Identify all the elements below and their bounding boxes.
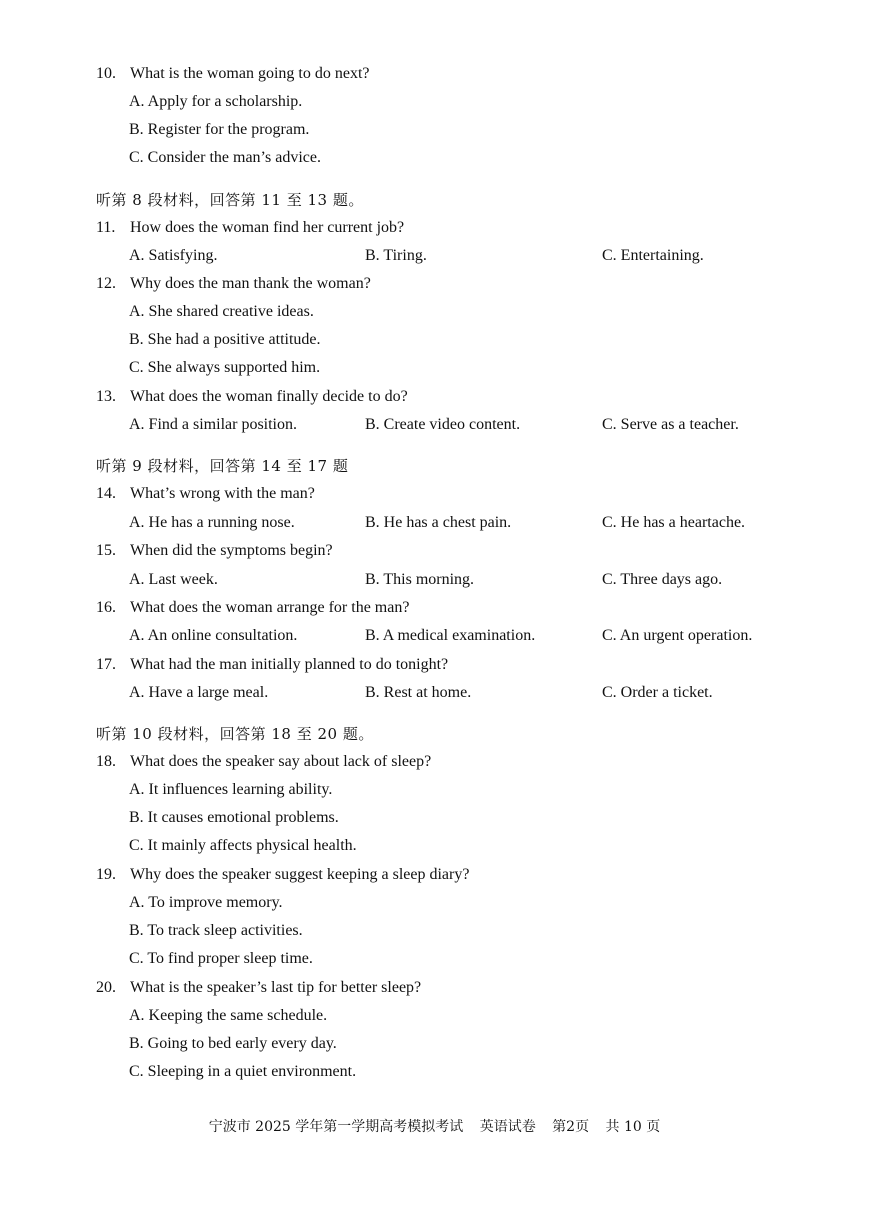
option-b: B. To track sleep activities. <box>129 922 303 939</box>
option-c: C. Entertaining. <box>602 247 704 264</box>
question-number: 17. <box>96 656 116 673</box>
option-c: C. She always supported him. <box>129 359 321 376</box>
option-a: A. Apply for a scholarship. <box>129 93 303 110</box>
option-c: C. An urgent operation. <box>602 627 753 644</box>
question-number: 11. <box>96 219 116 236</box>
question-text: What does the woman finally decide to do? <box>130 388 408 405</box>
section-9-heading: 听第 9 段材料，回答第 14 至 17 题 <box>96 457 349 475</box>
exam-title: 宁波市 2025 学年第一学期高考模拟考试 <box>208 1119 464 1135</box>
option-a: A. To improve memory. <box>129 894 283 911</box>
subject-label: 英语试卷 <box>479 1119 536 1135</box>
question-number: 13. <box>96 388 116 405</box>
option-c: C. Serve as a teacher. <box>602 416 739 433</box>
question-text: When did the symptoms begin? <box>130 542 333 559</box>
option-a: A. It influences learning ability. <box>129 781 333 798</box>
option-b: B. Going to bed early every day. <box>129 1035 337 1052</box>
question-number: 12. <box>96 275 116 292</box>
option-b: B. He has a chest pain. <box>365 514 512 531</box>
option-b: B. It causes emotional problems. <box>129 809 339 826</box>
option-c: C. He has a heartache. <box>602 514 746 531</box>
option-a: A. He has a running nose. <box>129 514 295 531</box>
question-text: Why does the speaker suggest keeping a sleep diary? <box>130 866 470 883</box>
question-number: 16. <box>96 599 116 616</box>
option-a: A. Have a large meal. <box>129 684 269 701</box>
option-b: B. Tiring. <box>365 247 427 264</box>
question-text: What had the man initially planned to do tonight? <box>130 656 449 673</box>
option-b: B. A medical examination. <box>365 627 536 644</box>
question-text: What is the woman going to do next? <box>130 65 370 82</box>
option-c: C. Consider the man’s advice. <box>129 149 321 166</box>
option-a: A. Satisfying. <box>129 247 218 264</box>
option-c: C. Order a ticket. <box>602 684 713 701</box>
page-footer <box>0 1116 869 1136</box>
page-number: 第2页 <box>552 1119 590 1135</box>
question-number: 14. <box>96 485 116 502</box>
option-a: A. She shared creative ideas. <box>129 303 314 320</box>
question-text: What’s wrong with the man? <box>130 485 315 502</box>
question-text: What is the speaker’s last tip for better sleep? <box>130 979 422 996</box>
option-a: A. Last week. <box>129 571 218 588</box>
section-8-heading: 听第 8 段材料，回答第 11 至 13 题。 <box>96 191 364 209</box>
section-10-heading: 听第 10 段材料，回答第 18 至 20 题。 <box>96 725 374 743</box>
question-text: Why does the man thank the woman? <box>130 275 371 292</box>
total-pages: 共 10 页 <box>605 1119 661 1135</box>
question-number: 20. <box>96 979 116 996</box>
option-c: C. Three days ago. <box>602 571 723 588</box>
option-c: C. It mainly affects physical health. <box>129 837 357 854</box>
option-c: C. To find proper sleep time. <box>129 950 313 967</box>
option-a: A. An online consultation. <box>129 627 298 644</box>
question-text: What does the woman arrange for the man? <box>130 599 410 616</box>
option-b: B. Rest at home. <box>365 684 472 701</box>
option-b: B. Register for the program. <box>129 121 310 138</box>
question-number: 19. <box>96 866 116 883</box>
question-text: What does the speaker say about lack of sleep? <box>130 753 432 770</box>
question-number: 15. <box>96 542 116 559</box>
option-b: B. This morning. <box>365 571 475 588</box>
option-b: B. Create video content. <box>365 416 521 433</box>
option-a: A. Find a similar position. <box>129 416 297 433</box>
question-text: How does the woman find her current job? <box>130 219 405 236</box>
question-number: 10. <box>96 65 116 82</box>
option-b: B. She had a positive attitude. <box>129 331 321 348</box>
question-number: 18. <box>96 753 116 770</box>
option-c: C. Sleeping in a quiet environment. <box>129 1063 357 1080</box>
option-a: A. Keeping the same schedule. <box>129 1007 328 1024</box>
